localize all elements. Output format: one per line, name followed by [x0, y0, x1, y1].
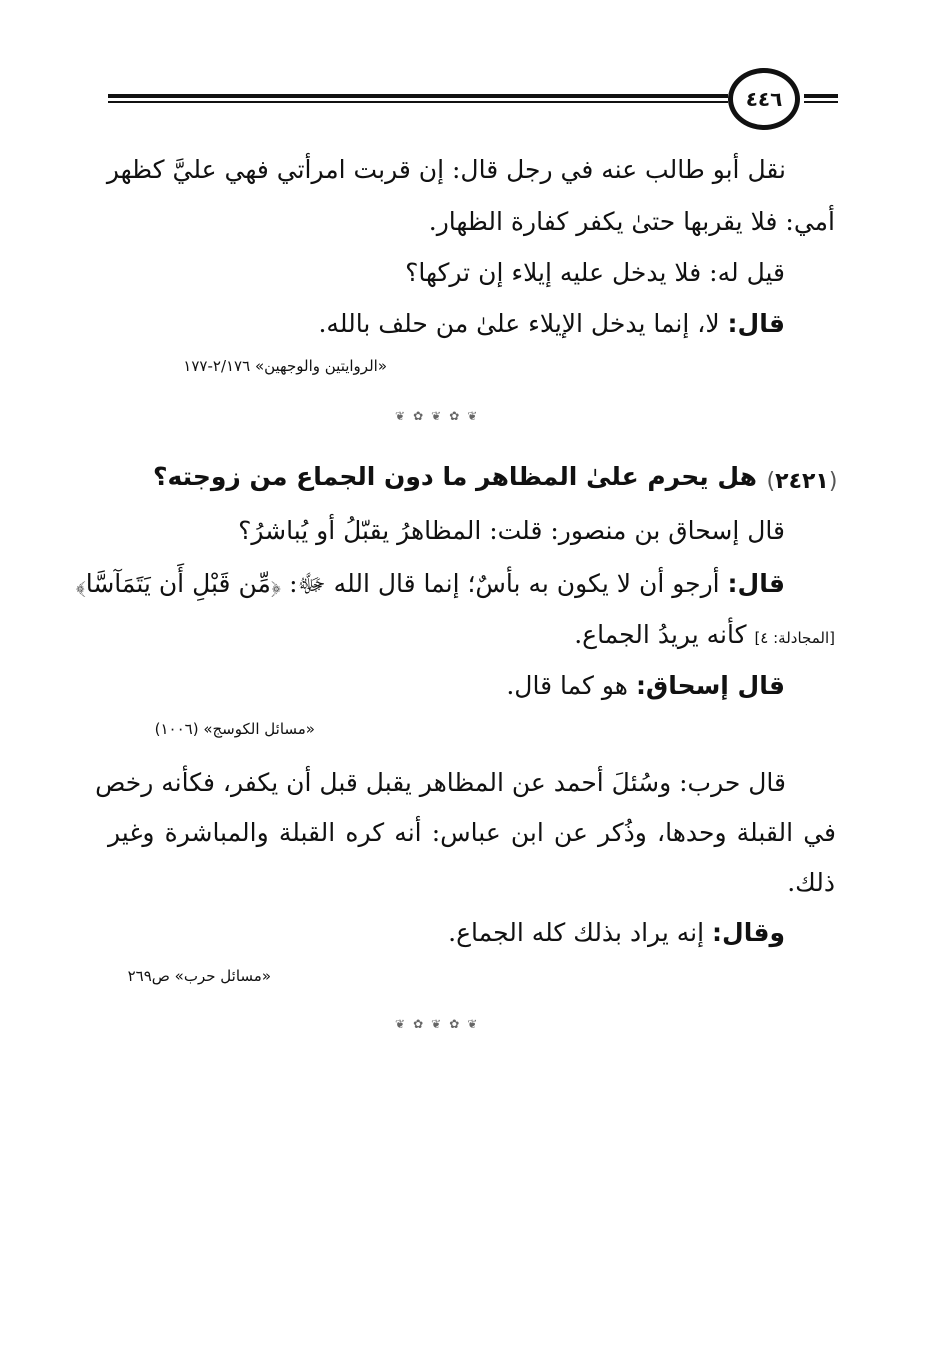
answer-text: هو كما قال. [506, 671, 636, 700]
section-number-badge: ( ٢٤٢١ ) [766, 468, 838, 494]
answer-text: لا، إنما يدخل الإيلاء علىٰ من حلف بالله. [318, 309, 728, 338]
paragraph-line: قال حرب: وسُئلَ أحمد عن المظاهر يقبل قبل أن يكفر، فكأنه رخص [95, 768, 786, 797]
answer-text: أرجو أن لا يكون به بأسٌ؛ إنما قال الله ﷻ: ﴿مِّن قَبْلِ أَن يَتَمَآسَّا﴾ [75, 569, 728, 598]
source-citation: «مسائل حرب» ص٢٦٩ [127, 967, 271, 985]
ornament-glyph: ❦ [467, 1017, 478, 1031]
answer-line [318, 309, 785, 338]
ornament-glyph: ❦ [395, 409, 406, 423]
source-citation: «مسائل الكوسج» (١٠٠٦) [154, 720, 315, 738]
ornament-glyph: ❦ [395, 1017, 406, 1031]
ornament-glyph: ❦ [431, 409, 442, 423]
header-rule-thin [108, 101, 728, 103]
speaker-label: قال: [727, 569, 785, 598]
header-rule-tail-thin [804, 101, 838, 103]
quran-citation: [المجادلة: ٤] [754, 629, 835, 647]
ornament-glyph: ❦ [467, 409, 478, 423]
ornament-glyph: ✿ [449, 1017, 460, 1031]
answer-text: إنه يراد بذلك كله الجماع. [448, 918, 712, 947]
paragraph-text: كأنه يريدُ الجماع. [574, 620, 755, 649]
ornament-glyph: ✿ [413, 409, 424, 423]
ornament-glyph: ❦ [431, 1017, 442, 1031]
answer-line [75, 568, 785, 605]
source-citation: «الروايتين والوجهين» ٢/١٧٦-١٧٧ [183, 357, 387, 375]
speaker-label: وقال: [712, 918, 785, 947]
speaker-label: قال: [727, 309, 785, 338]
page-number: ٤٤٦ [745, 87, 783, 111]
answer-line [448, 918, 785, 947]
speaker-label: قال إسحاق: [635, 671, 785, 700]
answer-line [506, 671, 785, 700]
section-title: هل يحرم علىٰ المظاهر ما دون الجماع من زوجته؟ [152, 462, 757, 491]
paragraph-line: قال إسحاق بن منصور: قلت: المظاهرُ يقبّلُ أو يُباشرُ؟ [238, 516, 785, 545]
section-divider-ornament [395, 1018, 477, 1030]
paragraph-line: نقل أبو طالب عنه في رجل قال: إن قربت امرأتي فهي عليَّ كظهر [106, 155, 786, 184]
paragraph-line: أمي: فلا يقربها حتىٰ يكفر كفارة الظهار. [428, 207, 835, 236]
header-rule-thick [108, 94, 728, 98]
ornament-glyph: ✿ [413, 1017, 424, 1031]
section-divider-ornament [395, 410, 477, 422]
header-rule-tail-thick [804, 94, 838, 98]
ornament-glyph: ✿ [449, 409, 460, 423]
paragraph-line: في القبلة وحدها، وذُكر عن ابن عباس: أنه كره القبلة والمباشرة وغير [108, 818, 836, 847]
page-number-circle [728, 68, 800, 130]
paragraph-line: قيل له: فلا يدخل عليه إيلاء إن تركها؟ [405, 258, 785, 287]
section-number: ٢٤٢١ [775, 468, 829, 494]
paragraph-line: ذلك. [787, 868, 835, 897]
paragraph-line [574, 620, 835, 649]
